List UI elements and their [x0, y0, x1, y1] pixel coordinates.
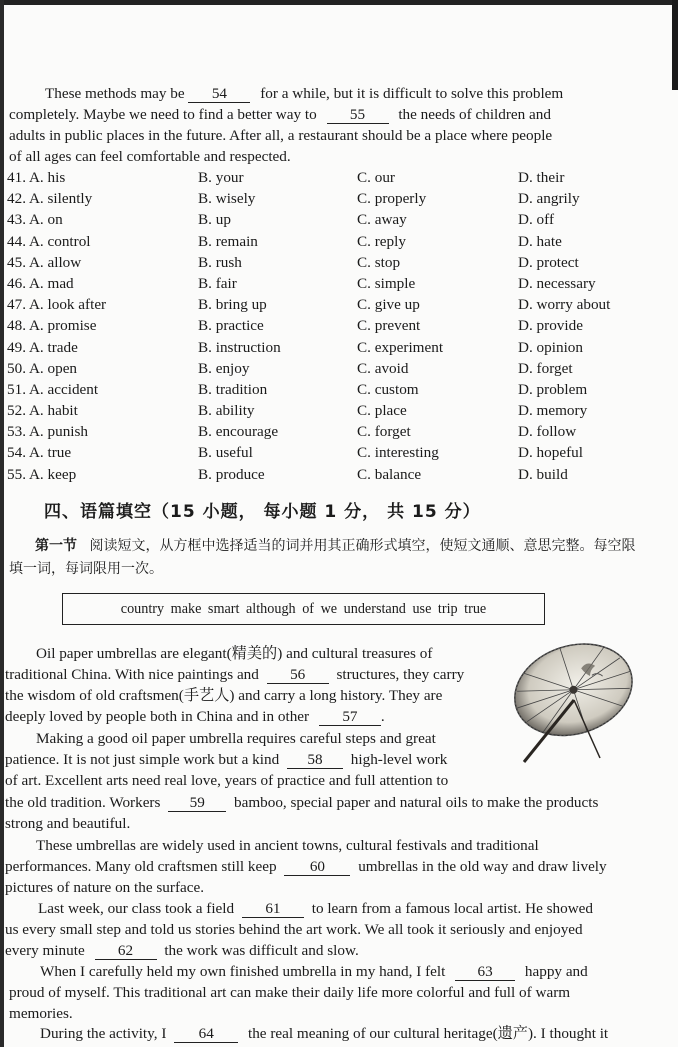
option-c: C. prevent	[357, 317, 421, 335]
p1-line-1: Oil paper umbrellas are elegant(精美的) and cultural treasures of	[36, 645, 433, 662]
intro-line-1	[45, 83, 563, 104]
option-row-53	[7, 421, 667, 442]
option-c: C. simple	[357, 274, 416, 292]
option-b: B. encourage	[198, 423, 279, 441]
option-a: 54. A. true	[7, 444, 72, 462]
option-a: 42. A. silently	[7, 190, 93, 208]
text: for a while, but it is difficult to solve this problem	[260, 85, 564, 102]
blank-61: 61	[242, 901, 304, 918]
blank-54: 54	[188, 86, 250, 103]
text: the needs of children and	[398, 106, 551, 123]
option-c: C. reply	[357, 232, 406, 250]
option-b: B. ability	[198, 402, 255, 420]
option-row-52	[7, 400, 667, 421]
blank-59: 59	[168, 795, 226, 812]
option-a: 41. A. his	[7, 169, 66, 186]
blank-63: 63	[455, 964, 515, 981]
option-b: B. bring up	[198, 296, 267, 314]
section-title: 四、语篇填空（15 小题， 每小题 1 分， 共 15 分）	[44, 502, 481, 522]
option-row-42	[7, 188, 667, 209]
p6-line-1	[40, 1023, 608, 1044]
option-c: C. place	[357, 402, 407, 420]
option-d: D. forget	[518, 359, 573, 377]
p2-line-3: of art. Excellent arts need real love, years of practice and full attention to	[5, 772, 449, 789]
option-c: C. interesting	[357, 444, 439, 462]
blank-56: 56	[267, 667, 329, 684]
text: the work was difficult and slow.	[164, 942, 359, 959]
option-d: D. memory	[518, 402, 588, 420]
option-b: B. instruction	[198, 338, 281, 356]
text: high-level work	[350, 751, 448, 768]
option-a: 53. A. punish	[7, 423, 89, 441]
option-b: B. tradition	[198, 380, 268, 398]
option-b: B. your	[198, 169, 244, 186]
option-row-44	[7, 231, 667, 252]
p4-line-3	[5, 940, 359, 961]
option-a: 43. A. on	[7, 211, 63, 229]
p1-line-3: the wisdom of old craftsmen(手艺人) and carry a long history. They are	[5, 687, 443, 704]
option-row-54	[7, 442, 667, 463]
option-b: B. up	[198, 211, 231, 229]
option-d: D. follow	[518, 423, 577, 441]
intro-line-2	[9, 104, 551, 125]
p3-line-3: pictures of nature on the surface.	[5, 879, 205, 896]
option-a: 51. A. accident	[7, 380, 99, 398]
p4-line-2: us every small step and told us stories behind the art work. We all took it seriously and enjoyed	[5, 921, 583, 938]
intro-line-4: of all ages can feel comfortable and respected.	[9, 148, 291, 165]
option-c: C. our	[357, 169, 395, 186]
right-corner-shadow	[672, 0, 678, 90]
options-table	[7, 167, 667, 485]
option-c: C. forget	[357, 423, 411, 441]
text: umbrellas in the old way and draw lively	[358, 858, 607, 875]
option-a: 52. A. habit	[7, 402, 78, 420]
p2-line-5: strong and beautiful.	[5, 815, 131, 832]
text: patience. It is not just simple work but a kind	[5, 751, 280, 768]
text: to learn from a famous local artist. He showed	[311, 900, 594, 917]
option-d: D. build	[518, 465, 568, 483]
option-b: B. practice	[198, 317, 264, 335]
option-c: C. give up	[357, 296, 420, 314]
text: These methods may be	[45, 85, 185, 102]
option-row-45	[7, 252, 667, 273]
text: When I carefully held my own finished umbrella in my hand, I felt	[40, 963, 446, 980]
p2-line-2	[5, 749, 447, 770]
option-a: 55. A. keep	[7, 465, 77, 483]
option-b: B. enjoy	[198, 359, 250, 377]
oil-paper-umbrella-image	[504, 638, 636, 768]
option-a: 48. A. promise	[7, 317, 97, 335]
option-d: D. hate	[518, 232, 562, 250]
option-row-49	[7, 337, 667, 358]
text: During the activity, I	[40, 1025, 167, 1042]
option-row-55	[7, 464, 667, 485]
p5-line-2: proud of myself. This traditional art can make their daily life more colorful and full of warm	[9, 984, 571, 1001]
option-a: 44. A. control	[7, 232, 91, 250]
option-c: C. away	[357, 211, 407, 229]
blank-57: 57	[319, 709, 381, 726]
blank-55: 55	[327, 107, 389, 124]
option-row-43	[7, 209, 667, 230]
option-c: C. avoid	[357, 359, 409, 377]
option-row-48	[7, 315, 667, 336]
p1-line-4: deeply loved by people both in China and in other 57 .	[5, 708, 385, 725]
option-a: 50. A. open	[7, 359, 78, 377]
option-d: D. problem	[518, 380, 588, 398]
option-d: D. their	[518, 169, 565, 186]
option-row-46	[7, 273, 667, 294]
option-d: D. off	[518, 211, 554, 229]
p2-line-1: Making a good oil paper umbrella requires careful steps and great	[36, 730, 436, 747]
p3-line-1: These umbrellas are widely used in ancient towns, cultural festivals and traditional	[36, 837, 539, 854]
blank-58: 58	[287, 752, 343, 769]
text: performances. Many old craftsmen still keep	[5, 858, 277, 875]
option-row-50	[7, 358, 667, 379]
text: structures, they carry	[336, 666, 465, 683]
instruction-text: 阅读短文，从方框中选择适当的词并用其正确形式填空，使短文通顺、意思完整。每空限填一词，每词限用一次。	[9, 538, 636, 577]
text: bamboo, special paper and natural oils to make the products	[234, 794, 599, 811]
blank-64: 64	[174, 1026, 238, 1043]
option-b: B. useful	[198, 444, 253, 462]
p5-line-1	[40, 961, 588, 982]
option-b: B. remain	[198, 232, 258, 250]
option-b: B. rush	[198, 253, 242, 271]
p2-line-4	[5, 792, 598, 813]
p3-line-2	[5, 856, 607, 877]
text: happy and	[524, 963, 588, 980]
option-a: 49. A. trade	[7, 338, 78, 356]
instructions	[9, 535, 639, 581]
word-box: country make smart although of we understand use trip true	[62, 593, 545, 625]
text: the real meaning of our cultural heritage(遗产). I thought it	[247, 1025, 609, 1042]
option-c: C. custom	[357, 380, 419, 398]
option-row-51	[7, 379, 667, 400]
intro-line-3: adults in public places in the future. After all, a restaurant should be a place where people	[9, 127, 553, 144]
option-b: B. wisely	[198, 190, 256, 208]
option-a: 45. A. allow	[7, 253, 82, 271]
option-d: D. protect	[518, 253, 579, 271]
option-row-41	[7, 167, 667, 188]
p1-line-2	[5, 664, 464, 685]
option-c: C. balance	[357, 465, 422, 483]
instruction-label: 第一节	[35, 538, 77, 554]
option-b: B. fair	[198, 274, 237, 292]
blank-62: 62	[95, 943, 157, 960]
option-a: 46. A. mad	[7, 274, 74, 292]
option-d: D. provide	[518, 317, 583, 335]
option-d: D. angrily	[518, 190, 580, 208]
option-c: C. stop	[357, 253, 401, 271]
option-d: D. necessary	[518, 274, 596, 292]
text: the old tradition. Workers	[5, 794, 161, 811]
option-c: C. properly	[357, 190, 427, 208]
option-d: D. hopeful	[518, 444, 583, 462]
option-row-47	[7, 294, 667, 315]
top-border	[0, 0, 678, 5]
option-a: 47. A. look after	[7, 296, 107, 314]
text: every minute	[5, 942, 85, 959]
option-b: B. produce	[198, 465, 265, 483]
text: deeply loved by people both in China and in other	[5, 708, 310, 725]
blank-60: 60	[284, 859, 350, 876]
option-d: D. opinion	[518, 338, 583, 356]
p4-line-1	[38, 898, 593, 919]
text: Last week, our class took a field	[38, 900, 235, 917]
option-c: C. experiment	[357, 338, 444, 356]
option-d: D. worry about	[518, 296, 611, 314]
text: completely. Maybe we need to find a better way to	[9, 106, 317, 123]
text: traditional China. With nice paintings and	[5, 666, 259, 683]
p5-line-3: memories.	[9, 1005, 73, 1022]
left-border	[0, 0, 4, 1047]
